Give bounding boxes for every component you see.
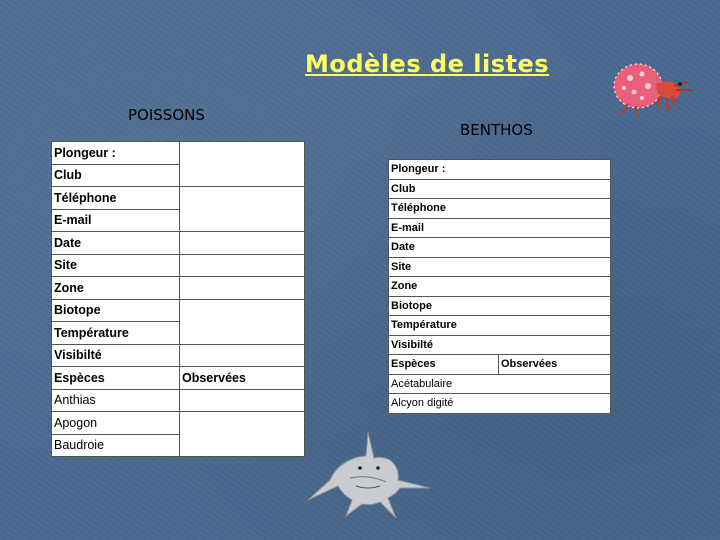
value-cell[interactable]: [180, 187, 305, 232]
row-label: Visibilté: [389, 335, 611, 355]
table-row: [389, 218, 611, 238]
table-row: [389, 335, 611, 355]
table-row: [389, 316, 611, 336]
row-label: Club: [52, 164, 180, 187]
value-cell[interactable]: [180, 344, 305, 367]
species-name: Apogon: [52, 412, 180, 435]
table-row: [52, 142, 305, 165]
table-row: [389, 394, 611, 414]
hermit-crab-icon: [608, 56, 698, 118]
row-label: Téléphone: [52, 187, 180, 210]
table-row: [52, 277, 305, 300]
table-row: [389, 179, 611, 199]
row-label: Zone: [389, 277, 611, 297]
value-cell[interactable]: [180, 232, 305, 255]
table-row: [389, 199, 611, 219]
row-label: Date: [389, 238, 611, 258]
row-label: Site: [389, 257, 611, 277]
row-label: Biotope: [52, 299, 180, 322]
col-especes: Espèces: [52, 367, 180, 390]
table-row: [52, 232, 305, 255]
row-label: Biotope: [389, 296, 611, 316]
row-label: Température: [389, 316, 611, 336]
table-row: [52, 344, 305, 367]
value-cell[interactable]: [180, 277, 305, 300]
table-row: [389, 238, 611, 258]
observed-cell[interactable]: [180, 412, 305, 457]
species-name: Acétabulaire: [389, 374, 611, 394]
slide-title: Modèles de listes: [305, 50, 550, 78]
table-row: [52, 389, 305, 412]
row-label: Plongeur :: [389, 160, 611, 180]
species-name: Anthias: [52, 389, 180, 412]
table-header-row: [52, 367, 305, 390]
col-observees: Observées: [499, 355, 611, 375]
row-label: Téléphone: [389, 199, 611, 219]
row-label: E-mail: [52, 209, 180, 232]
col-especes: Espèces: [389, 355, 499, 375]
table-row: [389, 296, 611, 316]
benthos-heading: BENTHOS: [460, 121, 533, 139]
table-row: [52, 254, 305, 277]
row-label: Zone: [52, 277, 180, 300]
col-observees: Observées: [180, 367, 305, 390]
table-row: [389, 374, 611, 394]
benthos-table: [388, 159, 611, 414]
poissons-heading: POISSONS: [128, 106, 205, 124]
table-row: [389, 277, 611, 297]
row-label: Date: [52, 232, 180, 255]
row-label: Température: [52, 322, 180, 345]
row-label: Plongeur :: [52, 142, 180, 165]
table-row: [389, 257, 611, 277]
poissons-table: [51, 141, 305, 457]
value-cell[interactable]: [180, 299, 305, 344]
value-cell[interactable]: [180, 254, 305, 277]
row-label: Site: [52, 254, 180, 277]
row-label: E-mail: [389, 218, 611, 238]
row-label: Club: [389, 179, 611, 199]
table-row: [52, 187, 305, 210]
shark-icon: [300, 428, 440, 523]
observed-cell[interactable]: [180, 389, 305, 412]
table-row: [52, 299, 305, 322]
table-header-row: [389, 355, 611, 375]
table-row: [52, 412, 305, 435]
species-name: Alcyon digité: [389, 394, 611, 414]
value-cell[interactable]: [180, 142, 305, 187]
table-row: [389, 160, 611, 180]
row-label: Visibilté: [52, 344, 180, 367]
species-name: Baudroie: [52, 434, 180, 457]
